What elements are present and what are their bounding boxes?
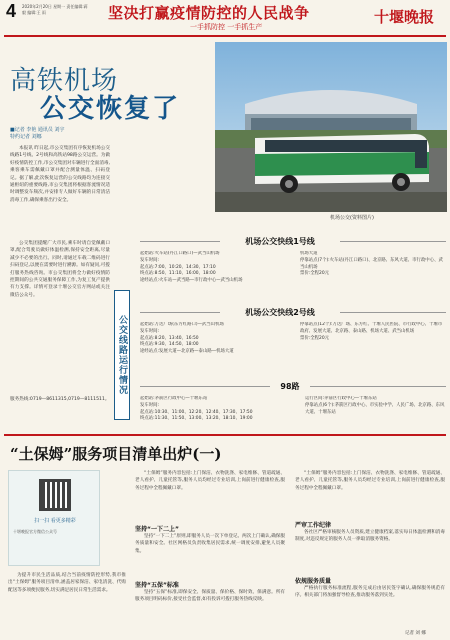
story2-body-col1: 为提升市民生活品质,结合当前疫情防控形势,我市推出“土保姆”服务项目清单,涵盖居家保洁、家电清洗、代购配送等多项便民服务,切实满足居民日常生活需求。 [8, 573, 126, 593]
page-header [0, 0, 450, 40]
story2-body-col5-intro: “土保姆”服务内容包括:上门保洁、衣物洗涤、家电维修、管道疏通、老人看护、儿童托管等,服务人员均经过专业培训,上岗前进行健康检查,服务过程中全程佩戴口罩。 [295, 471, 445, 491]
byline: ■记者 李艳 通讯员 刘宇 特约记者 刘娜 [10, 127, 65, 140]
feature-kicker: 高铁机场 [10, 66, 119, 96]
route-1-stops: 机场大道 停靠站点(7个):火车站(丹江口路口)、北京路、东风大道、市行政中心、武当山机场 票价:全程20元 [300, 251, 443, 277]
route-1-schedule: 起始站:火车站(丹江口路口)—武当山机场 发车时间: 起点站:7:00、10:20、14:30、17:10 终点站:8:50、11:10、16:00、18:00 途经站点:火车站—武当路—市行政中心—武当山机场 [140, 251, 243, 284]
story2-editor: 记者 刘 娜 [405, 631, 426, 636]
route-3-stops: 运行区间:茅箭区行政中心—十堰东站 停靠站点(6个):茅箭区行政中心、市实验中学、人民广场、北京路、东风大道、十堰东站 [305, 396, 445, 415]
route-divider [140, 312, 220, 313]
story2-headline: “土保姆”服务项目清单出炉(一) [10, 445, 222, 463]
route-title-1: 机场公交快线1号线 [245, 237, 315, 246]
story2-body-col2: “土保姆”服务内容包括:上门保洁、衣物洗涤、家电维修、管道疏通、老人看护、儿童托管等,服务人员均经过专业培训,上岗前进行健康检查,服务过程中全程佩戴口罩。 [135, 471, 285, 491]
story2-body-col6: 严格执行服务标准流程,服务完成后由居民签字确认,确保服务规范有序。相关部门将加强督导检查,推动服务落到实处。 [295, 586, 445, 599]
campaign-slogan: 坚决打赢疫情防控的人民战争 [108, 4, 310, 22]
hotline: 服务热线:0719—8611315,0719—8111511。 [10, 397, 110, 402]
feature-body-col2: 公交集团提醒广大市民,乘车时请自觉佩戴口罩,配合驾驶员做好体温检测,保持安全距离,尽量减少不必要的出行。同时,请通过车载二维码进行扫码登记,以便在需要时进行溯源。如有疑问,可拨打服务热线咨询。市公交集团将全力做好疫情防控期间的公共交通服务保障工作,为复工复产提供有力支撑。详情可登录十堰公交官方网站或关注微信公众号。 [10, 241, 110, 298]
story2-body-col3: 坚持“一下二上”原则,即服务人员一次下单登记、两次上门确认,确保服务质量和安全。社区网格员负责收集居民需求,统一调度安排,避免人员聚集。 [135, 534, 285, 554]
route-2-stops: 停靠站点(12个):万达广场、东方红、十堰人民医院、市行政中心、十堰市政府、发展大道、北京路、泰山路、机场大道、武当山机场 票价:全程20元 [300, 322, 443, 341]
story2-body-col4: 坚持“五保”标准,即保安全、保质量、保价格、保时效、保满意。所有服务项目明码标价,接受社会监督,如有投诉可拨打服务热线反映。 [135, 590, 285, 603]
qr-code-panel [8, 470, 100, 566]
feature-body-col1: 本报讯 昨日起,市公交集团有序恢复机场公交线路1号线、2号线和高铁站98路公交运营。为做好疫情防控工作,市公交集团对车辆进行全面消毒,乘客乘车需佩戴口罩并配合测量体温、扫码登记。据了解,此次恢复运营的公交线路均为连接交通枢纽的重要线路,市公交集团将根据客流情况适时调整发车频次,并安排专人做好车辆的日常清洁消毒工作,确保乘客出行安全。 [10, 146, 110, 203]
header-rule [4, 35, 446, 37]
campaign-subslogan: 一手抓防控 一手抓生产 [190, 23, 263, 31]
publication-info: 2020年2月20日 星期一 责任编辑:蒋 毅 编辑:王 雨 [22, 4, 88, 15]
route-divider [310, 386, 446, 387]
story2-subhead-1: 坚持“一下二上” [135, 526, 179, 533]
route-divider [340, 241, 446, 242]
story2-body-col5: 各社区严格审核服务人员资质,建立健康档案,落实每日体温检测和消毒制度,对违反规定的服务人员一律取消服务资格。 [295, 530, 445, 543]
route-divider [340, 312, 446, 313]
qr-note: 十堰晚报官方微信公众号 [13, 529, 57, 534]
route-title-2: 机场公交快线2号线 [245, 308, 315, 317]
route-divider [140, 241, 220, 242]
section-rule [4, 434, 446, 436]
bus-photo-illustration [215, 42, 447, 212]
page-number: 4 [6, 1, 17, 21]
photo-caption: 机场公交(资料图片) [330, 215, 374, 221]
route-section-title: 公交线路运行情况 [114, 290, 130, 420]
feature-headline: 公交恢复了 [40, 94, 181, 124]
story2-subhead-2: 坚持“五保”标准 [135, 582, 179, 589]
bus-photo [215, 42, 447, 212]
story2-subhead-3: 严审工作纪律 [295, 522, 332, 529]
masthead: 十堰晚报 [374, 8, 435, 26]
route-divider [140, 386, 270, 387]
qr-caption: 扫一扫 看更多精彩 [34, 518, 76, 524]
story2-subhead-4: 依规服务质量 [295, 578, 332, 585]
route-3-schedule: 起始站:茅箭区行政中心—十堰东站 发车时间: 起点站:10:30、11:00、12:20、12:40、17:30、17:50 终点站:11:30、11:50、13:00、13:20、18:10、19:00 [140, 396, 253, 422]
route-title-3: 98路 [280, 382, 300, 391]
qr-code-icon[interactable] [39, 479, 71, 511]
route-2-schedule: 起始站:万达广场(东方红路口)—武当山机场 发车时间: 起点站:8:20、13:40、16:50 终点站:9:30、14:50、18:00 途经站点:发展大道—北京路—泰山路—机场大道 [140, 322, 234, 355]
